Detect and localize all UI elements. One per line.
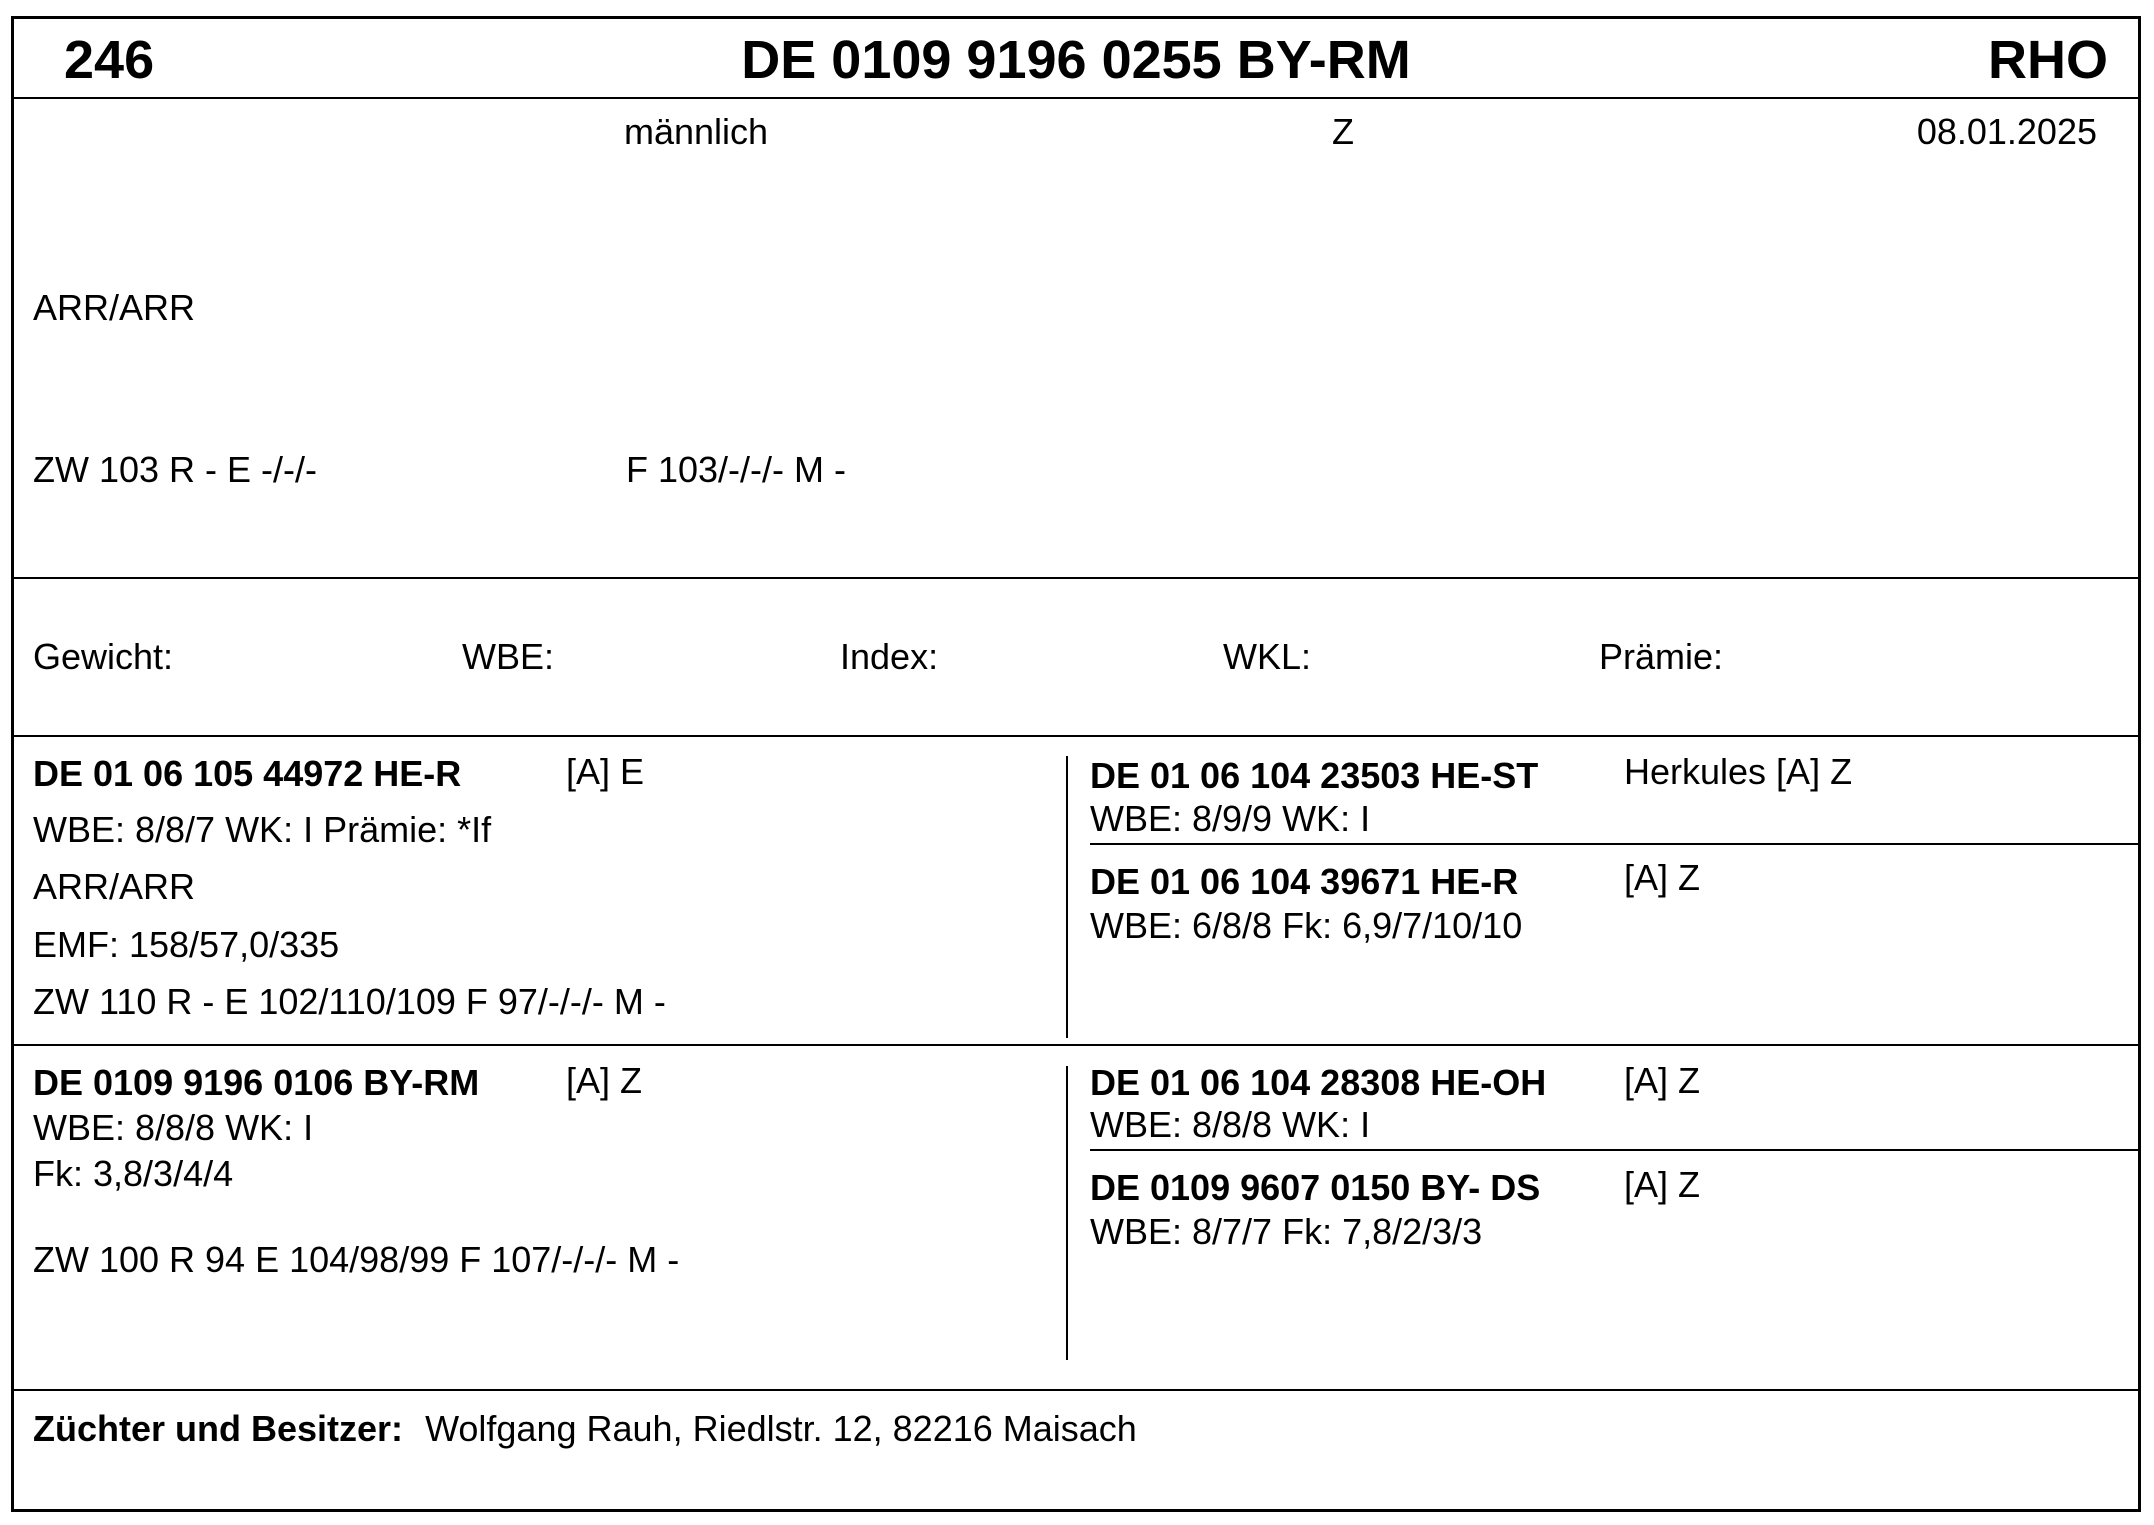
dam-dam-tag: [A] Z <box>1624 1164 1701 1205</box>
catalog-card <box>11 16 2141 1512</box>
category-value: Z <box>1332 111 1354 152</box>
dam-sire-line-1: WBE: 8/8/8 WK: I <box>1090 1104 1371 1145</box>
dam-dam-id: DE 0109 9607 0150 BY- DS <box>1090 1167 1541 1208</box>
f-line: F 103/-/-/- M - <box>626 449 847 490</box>
dam-line-2: Fk: 3,8/3/4/4 <box>33 1153 234 1194</box>
sire-dam-tag: [A] Z <box>1624 857 1701 898</box>
index-label: Index: <box>840 636 939 677</box>
zw-line: ZW 103 R - E -/-/- <box>33 449 318 490</box>
column-divider <box>1066 1066 1068 1360</box>
sire-line-1: WBE: 8/8/7 WK: I Prämie: *If <box>33 809 492 850</box>
wkl-label: WKL: <box>1223 636 1312 677</box>
breed-code: RHO <box>1988 30 2108 90</box>
dam-id: DE 0109 9196 0106 BY-RM <box>33 1062 480 1103</box>
dam-line-3: ZW 100 R 94 E 104/98/99 F 107/-/-/- M - <box>33 1239 680 1280</box>
genotype-value: ARR/ARR <box>33 287 196 328</box>
sire-dam-line-1: WBE: 6/8/8 Fk: 6,9/7/10/10 <box>1090 905 1523 946</box>
sire-sire-line-1: WBE: 8/9/9 WK: I <box>1090 798 1371 839</box>
breeder-label: Züchter und Besitzer: <box>33 1408 404 1449</box>
sire-id: DE 01 06 105 44972 HE-R <box>33 753 462 794</box>
breeder-value: Wolfgang Rauh, Riedlstr. 12, 82216 Maisach <box>425 1408 1137 1449</box>
wbe-label: WBE: <box>462 636 555 677</box>
sub-divider <box>1090 843 2138 845</box>
sex-value: männlich <box>624 111 769 152</box>
divider <box>14 735 2138 737</box>
sire-tag: [A] E <box>566 751 645 792</box>
sire-sire-tag: Herkules [A] Z <box>1624 751 1853 792</box>
sire-dam-id: DE 01 06 104 39671 HE-R <box>1090 861 1519 902</box>
dam-line-1: WBE: 8/8/8 WK: I <box>33 1107 314 1148</box>
dam-sire-id: DE 01 06 104 28308 HE-OH <box>1090 1062 1547 1103</box>
sire-line-4: ZW 110 R - E 102/110/109 F 97/-/-/- M - <box>33 981 666 1022</box>
breeder-row <box>33 1408 1137 1449</box>
divider <box>14 577 2138 579</box>
dam-dam-line-1: WBE: 8/7/7 Fk: 7,8/2/3/3 <box>1090 1211 1483 1252</box>
dam-tag: [A] Z <box>566 1060 643 1101</box>
date-value: 08.01.2025 <box>1916 111 2097 152</box>
animal-id: DE 0109 9196 0255 BY-RM <box>741 30 1411 90</box>
divider <box>14 1044 2138 1046</box>
column-divider <box>1066 756 1068 1038</box>
divider <box>14 1389 2138 1391</box>
divider <box>14 97 2138 99</box>
catalog-number: 246 <box>64 30 155 90</box>
praemie-label: Prämie: <box>1599 636 1724 677</box>
sire-sire-id: DE 01 06 104 23503 HE-ST <box>1090 755 1539 796</box>
dam-sire-tag: [A] Z <box>1624 1060 1701 1101</box>
sub-divider <box>1090 1149 2138 1151</box>
sire-line-2: ARR/ARR <box>33 866 196 907</box>
weight-label: Gewicht: <box>33 636 174 677</box>
sire-line-3: EMF: 158/57,0/335 <box>33 924 340 965</box>
